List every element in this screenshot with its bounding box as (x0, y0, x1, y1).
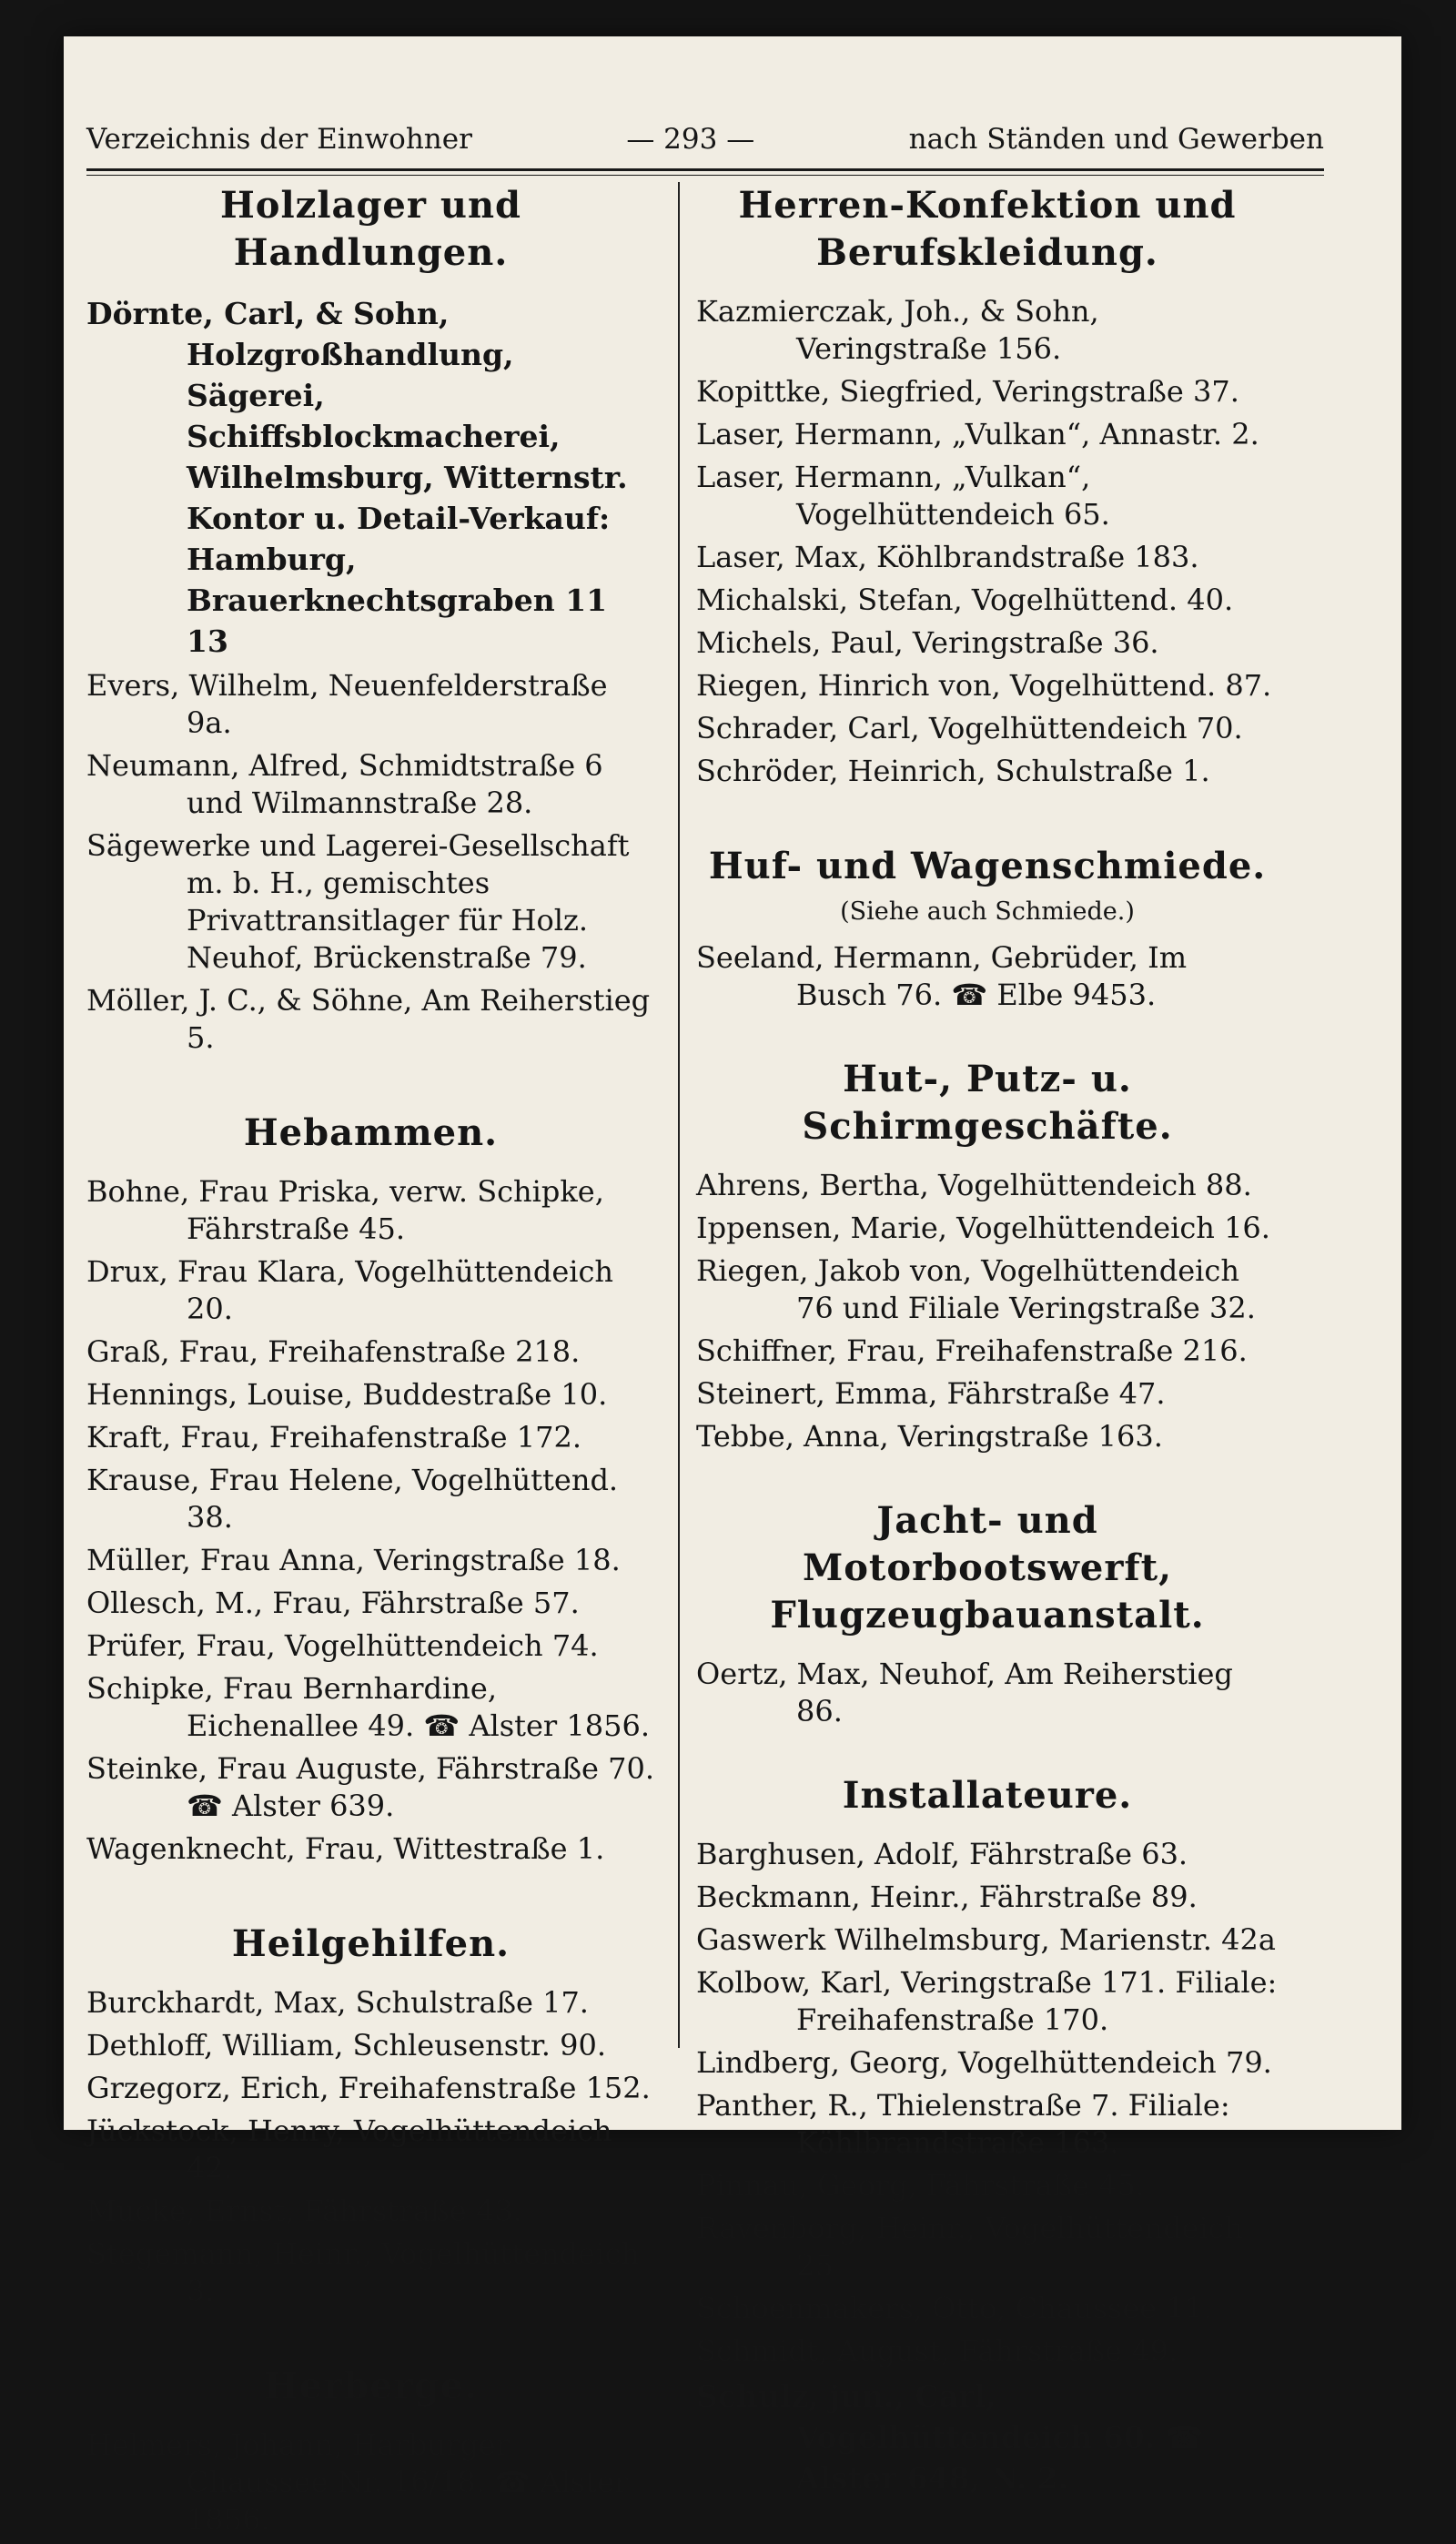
directory-entry: Ahrens, Bertha, Vogelhüttendeich 88. (696, 1168, 1252, 1202)
directory-entry: Kraft, Frau, Freihafenstraße 172. (86, 1420, 581, 1454)
directory-entry: Panther, R., Thielenstraße 7. Filiale: Köhlbrandstraße 163. (696, 2088, 1230, 2160)
directory-entry: Riegen, Hinrich von, Vogelhüttend. 87. (696, 668, 1272, 703)
directory-entry: Mucke, Ernst, Fährstraße 43. (86, 2194, 522, 2228)
directory-entry: Seeland, Hermann, Gebrüder, Im Busch 76. ☎ Elbe 9453. (696, 940, 1188, 1012)
directory-entry: Schoenmakers, Otto, Chaussee 11. (696, 2291, 1213, 2326)
right-column (696, 182, 1279, 2504)
directory-entry: Kolbow, Karl, Veringstraße 171. Filiale: Freihafenstraße 170. (696, 1965, 1278, 2037)
left-column (86, 182, 655, 2544)
directory-entry: Evers, Wilhelm, Neuenfelderstraße 9a. (86, 668, 608, 740)
directory-entry: Müller, Frau Anna, Veringstraße 18. (86, 1543, 621, 1577)
directory-entry: Ollesch, M., Frau, Fährstraße 57. (86, 1586, 580, 1620)
directory-entry: Stegemann, Heinr., Vogelhüttendeich 3. (86, 2236, 640, 2308)
page-number: — 293 — (626, 123, 755, 156)
section-title: Herberge. (263, 2365, 479, 2407)
directory-entry: Steinert, Emma, Fährstraße 47. (696, 1376, 1166, 1411)
column-divider (678, 182, 680, 2048)
directory-entry: Kopittke, Siegfried, Veringstraße 37. (696, 374, 1239, 409)
directory-entry: Neumann, Alfred, Schmidtstraße 6 und Wilmannstraße 28. (86, 748, 603, 820)
section-title: Heilgehilfen. (231, 1922, 511, 1965)
directory-entry: Grzegorz, Erich, Freihafenstraße 152. (86, 2071, 651, 2105)
directory-entry: Tebbe, Anna, Veringstraße 163. (696, 1419, 1163, 1454)
directory-entry: Laser, Max, Köhlbrandstraße 183. (696, 540, 1199, 574)
running-head-right: nach Ständen und Gewerben (908, 123, 1324, 156)
directory-entry: Drux, Frau Klara, Vogelhüttendeich 20. (86, 1254, 614, 1326)
running-head-left: Verzeichnis der Einwohner (86, 123, 472, 156)
directory-entry: Schröder, Heinrich, Schulstraße 1. (696, 754, 1210, 788)
directory-entry: Laser, Hermann, „Vulkan“, Annastr. 2. (696, 417, 1259, 451)
directory-entry: Schrader, Carl, Vogelhüttendeich 70. (696, 711, 1243, 745)
header-rule (86, 168, 1324, 171)
directory-entry: Ravenborg, Heinr., Vogelhüttendeich 25 (696, 2211, 1244, 2283)
directory-entry: Riegen, Jakob von, Vogelhüttendeich 76 und Filiale Veringstraße 32. (696, 1253, 1256, 1325)
directory-entry: Schipke, Frau Bernhardine, Eichenallee 49. ☎ Alster 1856. (86, 1671, 650, 1743)
directory-entry: Jückstock, Henry, Vogelhüttendeich 42. (86, 2113, 612, 2185)
directory-entry: Krause, Frau Helene, Vogelhüttend. 38. (86, 1463, 619, 1535)
directory-entry: Gaswerk Wilhelmsburg, Marienstr. 42a (696, 1922, 1276, 1957)
running-head (86, 123, 1324, 168)
directory-entry: Oertz, Max, Neuhof, Am Reiherstieg 86. (696, 1657, 1233, 1728)
directory-entry: Dethloff, William, Schleusenstr. 90. (86, 2028, 607, 2063)
directory-entry: Steinke, Frau Auguste, Fährstraße 70. ☎ Alster 639. (86, 1751, 655, 1823)
section-title: Hebammen. (243, 1111, 499, 1154)
header-rule-thin (86, 175, 1324, 176)
directory-entry: Lindberg, Georg, Vogelhüttendeich 79. (696, 2045, 1272, 2080)
directory-entry: Helmers, Johann, Harburger Chaussee Nr. 16/18. ☎ Alster 1856. (86, 2427, 629, 2537)
directory-entry: Hennings, Louise, Buddestraße 10. (86, 1377, 608, 1412)
directory-entry: Barghusen, Adolf, Fährstraße 63. (696, 1837, 1188, 1871)
directory-entry: Schmidt, August, Fährstraße 49. (696, 2334, 1178, 2368)
directory-entry: Ippensen, Marie, Vogelhüttendeich 16. (696, 1211, 1270, 1245)
directory-entry: Sägewerke und Lagerei-Gesellschaft m. b. H., gemischtes Privattransitlager für Holz. Neuhof, Brückenstraße 79. (86, 828, 630, 975)
directory-entry: Graß, Frau, Freihafenstraße 218. (86, 1334, 581, 1369)
directory-entry: Schiffner, Frau, Freihafenstraße 216. (696, 1333, 1248, 1368)
directory-entry: Michels, Paul, Veringstraße 36. (696, 625, 1159, 660)
directory-entry: Wagenknecht, Frau, Wittestraße 1. (86, 1831, 605, 1866)
section-title: Jacht- und Motorbootswerft, Flugzeugbauanstalt. (770, 1499, 1205, 1637)
section-title: Hut-, Putz- u. Schirmgeschäfte. (802, 1058, 1173, 1148)
directory-entry: Michalski, Stefan, Vogelhüttend. 40. (696, 583, 1234, 617)
directory-entry: Bohne, Frau Priska, verw. Schipke, Fährstraße 45. (86, 1174, 604, 1246)
directory-entry: Kazmierczak, Joh., & Sohn, Veringstraße 156. (696, 294, 1099, 366)
section-title: Huf- und Wagenschmiede. (708, 845, 1267, 887)
directory-entry: Laser, Hermann, „Vulkan“, Vogelhüttendeich 65. (696, 460, 1110, 532)
directory-entry: Burckhardt, Max, Schulstraße 17. (86, 1985, 589, 2020)
directory-entry: Möller, J. C., & Söhne, Am Reiherstieg 5. (86, 983, 651, 1055)
section-subtitle: (Siehe auch Schmiede.) (840, 897, 1135, 926)
section-title: Herren-Konfektion und Berufskleidung. (738, 184, 1237, 274)
section-title: Installateure. (842, 1774, 1133, 1817)
section-title: Holzlager und Handlungen. (219, 184, 522, 274)
directory-entry: Beckmann, Heinr., Fährstraße 89. (696, 1880, 1198, 1914)
directory-entry: Schulz, jun., Carl, Vogelhüttendeich 60. ☎ Alster 648, N. 2. (696, 2378, 1203, 2496)
directory-entry: Prüfer, Frau, Vogelhüttendeich 74. (86, 1628, 599, 1663)
directory-entry: Dörnte, Carl, & Sohn, Holzgroßhandlung, Sägerei, Schiffsblockmacherei, Wilhelmsburg, Witternstr. Kontor u. Detail-Verkauf: Hamburg, Brauerknechtsgraben 11 13 (86, 296, 628, 659)
directory-entry: Pinnau, Georg, Fährstraße 45. (696, 2168, 1145, 2203)
